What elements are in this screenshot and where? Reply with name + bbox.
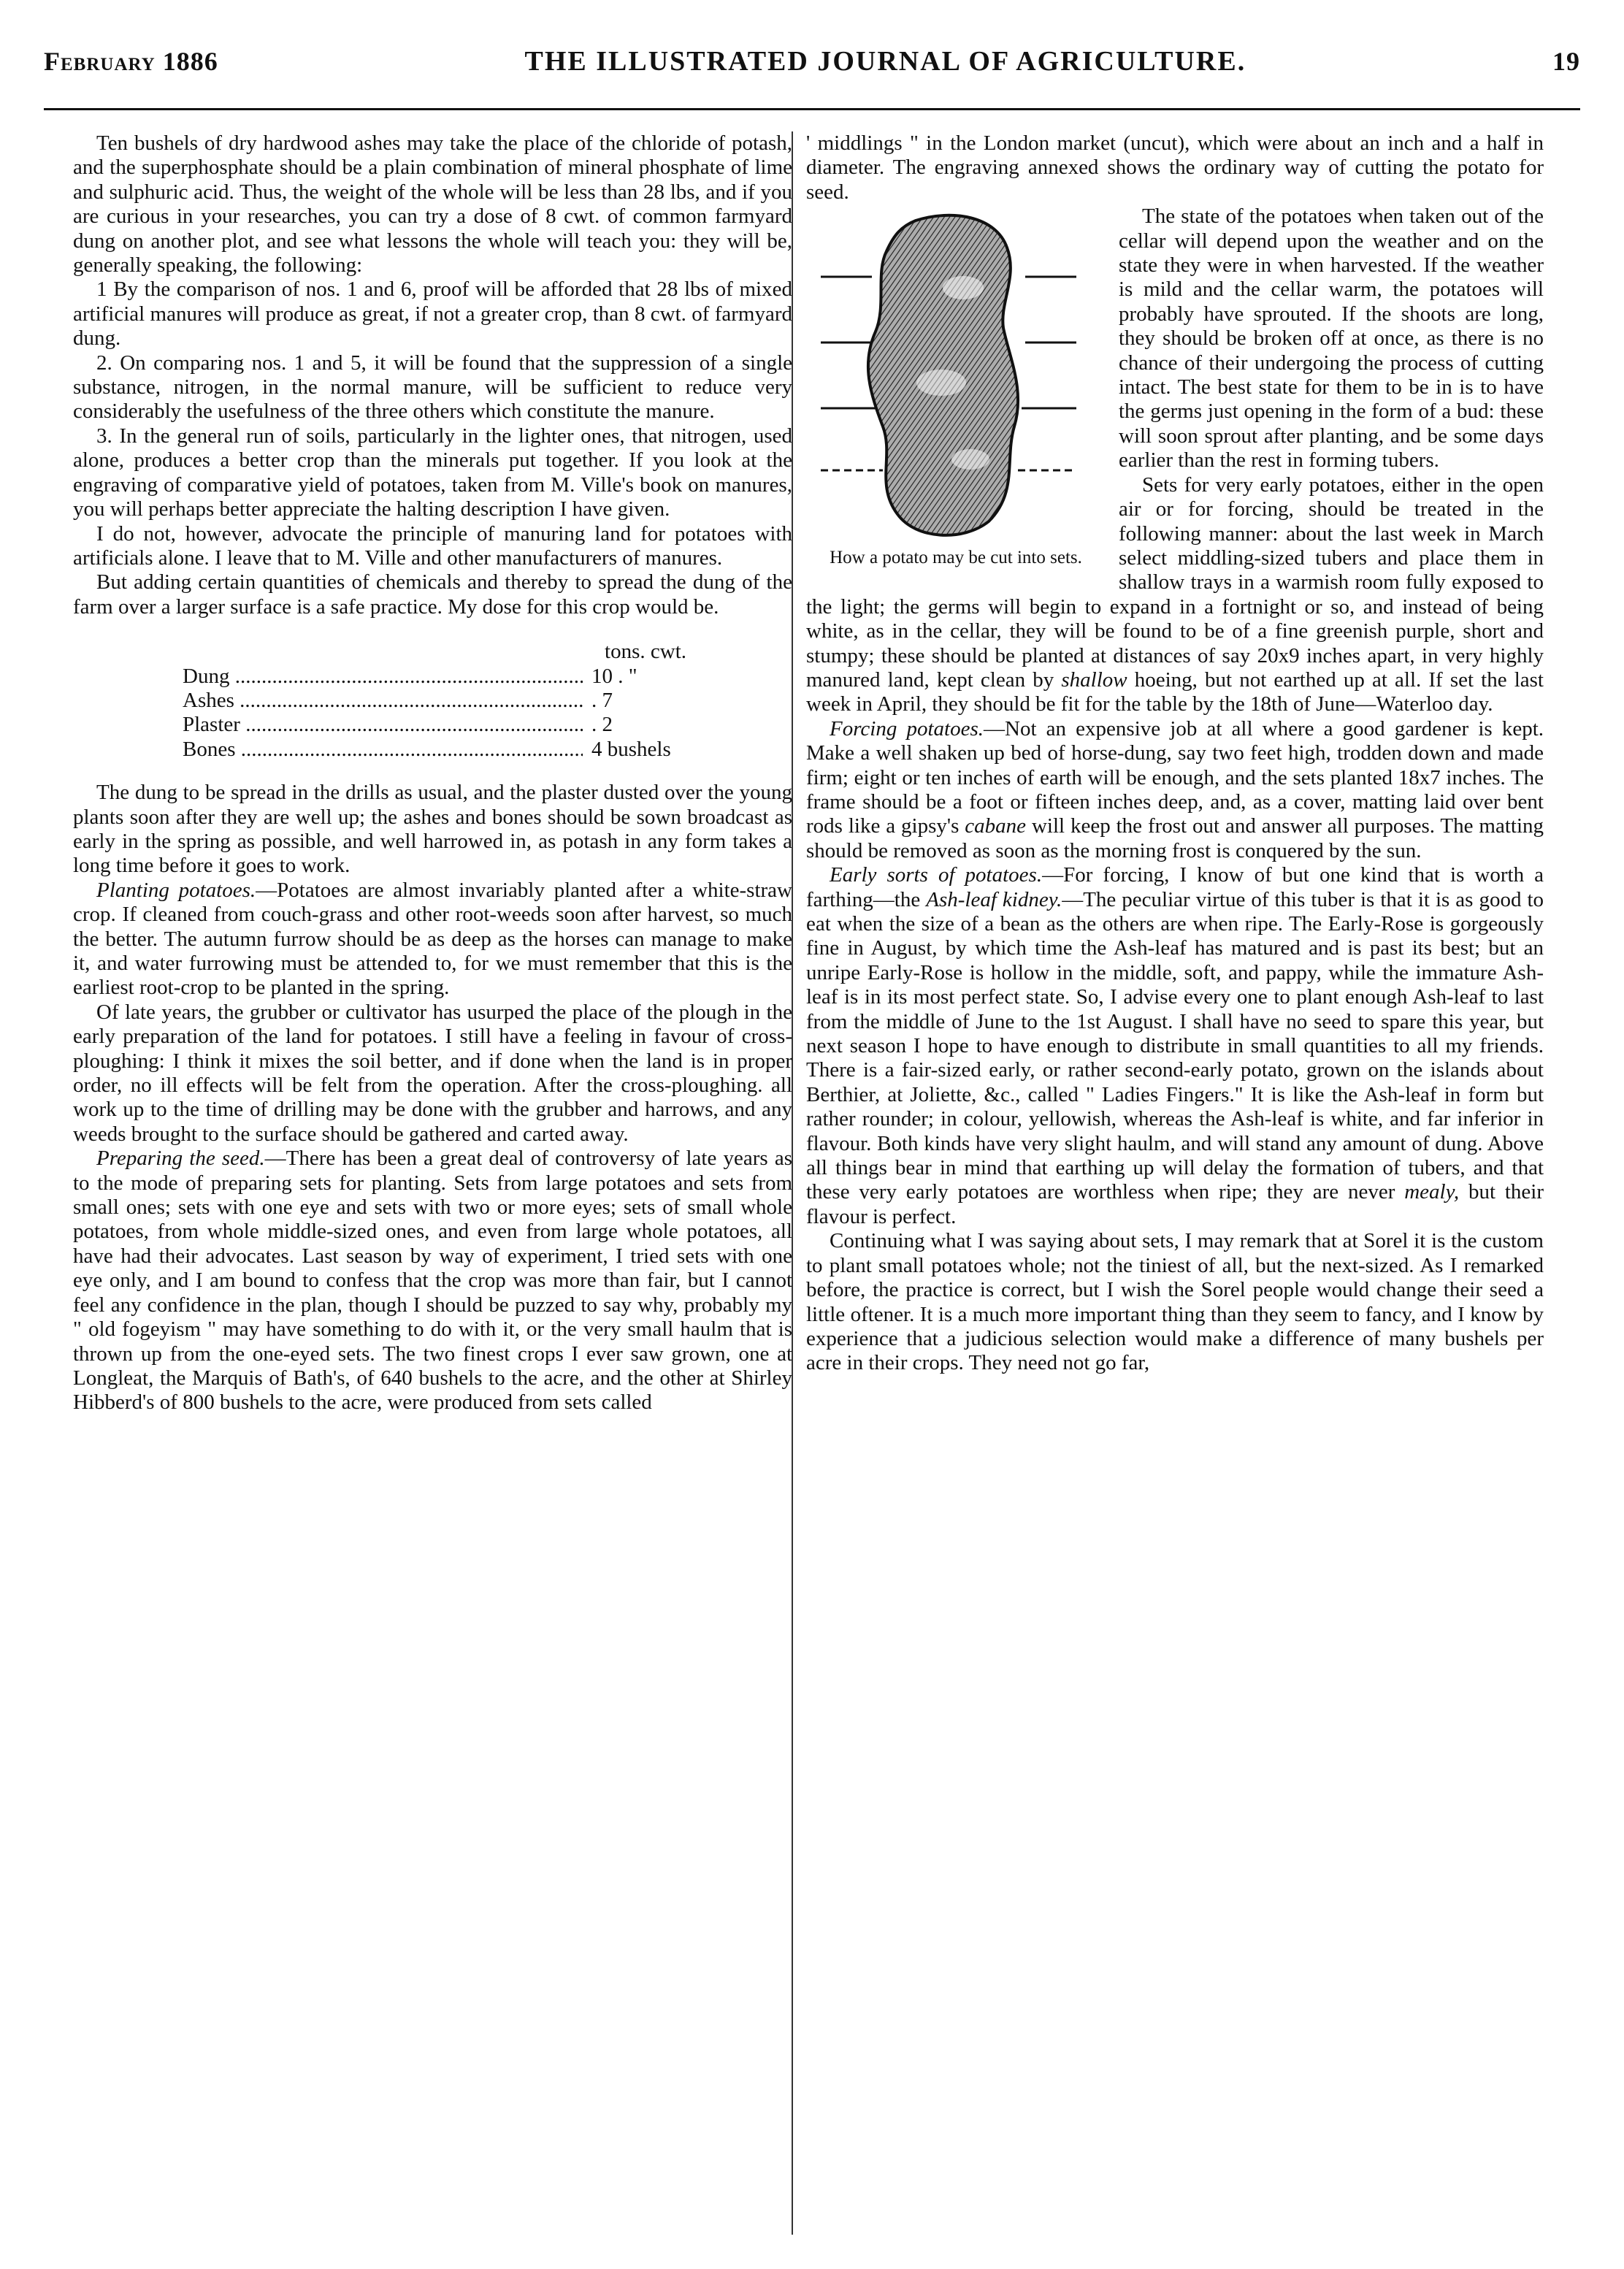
- page-number: 19: [1552, 47, 1580, 76]
- header-date: February 1886: [44, 47, 218, 76]
- dose-row: [183, 665, 708, 689]
- potato-engraving: [806, 207, 1106, 543]
- running-header: [44, 45, 1580, 89]
- paragraph: But adding certain quantities of chemicals and thereby to spread the dung of the farm over a larger surface is a safe practice. My dose for this crop would be.: [73, 570, 792, 619]
- paragraph: The dung to be spread in the drills as usual, and the plaster dusted over the young plants soon after they are well up; the ashes and bones should be sown broadcast as early in the spring as possible, and well harrowed in, as potash in any form takes a long time before it goes to work.: [73, 781, 792, 878]
- paragraph-text: Sets for very early potatoes, either in the open air or for forcing, should be treated in the following manner: about the last week in March select middling-sized tubers and place them in shallow trays in a warmish room fully exposed to the light; the germs will begin to expand in a fortnight or so, and instead of being white, as in the cellar, they will be found to be of a fine greenish purple, short and stumpy; these should be planted at distances of say 20x9 inches apart, in very highly manured land, kept clean by: [806, 472, 1544, 692]
- section-heading: Preparing the seed.: [96, 1147, 265, 1171]
- paragraph: [806, 717, 1544, 863]
- dose-row: [183, 738, 708, 762]
- dose-row: [183, 689, 708, 713]
- left-column: [73, 131, 792, 1415]
- paragraph: 2. On comparing nos. 1 and 5, it will be found that the suppression of a single substance, nitrogen, in the normal manure, will be sufficient to reduce very considerably the usefulness of the three others which constitute the manure.: [73, 351, 792, 424]
- figure-caption: How a potato may be cut into sets.: [830, 548, 1082, 568]
- paragraph-text: —There has been a great deal of controversy of late years as to the mode of preparing sets for planting. Sets from large potatoes and sets from small ones; sets with one eye and sets with two or more eyes; sets of small whole potatoes, from whole middle-sized ones, and even from large whole potatoes, all have had their advocates. Last season by way of experiment, I tried sets with one eye only, and I am bound to confess that the crop was more than fair, but I cannot feel any confidence in the plan, though I should be puzzed to say why, probably my " old fogeyism " may have something to do with it, or the very small haulm that is thrown up from the one-eyed sets. The two finest crops I ever saw grown, one at Longleat, the Marquis of Bath's, of 640 bushels to the acre, and the other at Shirley Hibberd's of 800 bushels to the acre, were produced from sets called: [73, 1147, 792, 1415]
- dose-table: [183, 640, 708, 762]
- paragraph-text: hoeing, but not earthed up at all. If set the last week in April, they should be fit for the table by the 18th of June—Waterloo day.: [806, 667, 1544, 716]
- section-heading: Planting potatoes.: [96, 878, 256, 902]
- paragraph: 3. In the general run of soils, particularly in the lighter ones, that nitrogen, used alone, produces a better crop than the minerals put together. If you look at the engraving of comparative yield of potatoes, taken from M. Ville's book on manures, you will perhaps better appreciate the halting description I have given.: [73, 424, 792, 521]
- potato-cutting-figure: [806, 207, 1106, 568]
- paragraph: [806, 863, 1544, 1229]
- paragraph: Continuing what I was saying about sets, I may remark that at Sorel it is the custom to plant small potatoes whole; not the tiniest of all, but the next-sized. As I remarked before, the practice is correct, but I wish the Sorel people would change their seed a little oftener. It is a much more important thing than they seem to fancy, and I know by experience that a judicious selection would make a difference of many bushels per acre in their crops. They need not go far,: [806, 1229, 1544, 1375]
- dose-qty: 4 bushels: [591, 737, 671, 761]
- paragraph-text: will keep the frost out and answer all purposes. The matting should be removed as soon as the morning frost is conquered by the sun.: [806, 814, 1544, 862]
- emphasis: mealy,: [1404, 1180, 1460, 1204]
- section-heading: Forcing potatoes.: [830, 716, 984, 741]
- paragraph-text: —Potatoes are almost invariably planted after a white-straw crop. If cleaned from couch-grass and other root-weeds soon after harvest, so much the better. The autumn furrow should be as deep as the horses can manage to make it, and water furrowing must be attended to, for we must remember that this is the earliest root-crop to be planted in the spring.: [73, 878, 792, 1000]
- right-column: [806, 131, 1544, 1376]
- paragraph: The state of the potatoes when taken out of the cellar will depend upon the weather and on the state they were in when harvested. If the weather is mild and the cellar warm, the potatoes will probably have sprouted. If the shoots are long, they should be broken off at once, as there is no chance of their undergoing the process of cutting intact. The best state for them to be in is to have the germs just opening in the form of a bud: these will soon sprout after planting, and be some days earlier than the rest in forming tubers.: [1119, 204, 1544, 472]
- dose-qty: . 7: [591, 688, 613, 712]
- dose-item: Ashes .....: [183, 689, 583, 713]
- paragraph: [73, 1147, 792, 1415]
- paragraph: Of late years, the grubber or cultivator has usurped the place of the plough in the early preparation of the land for potatoes. I still have a feeling in favour of cross-ploughing: I think it mixes the soil better, and if done when the land is in proper order, no ill effects will be felt from the operation. After the cross-ploughing. all work up to the time of drilling may be done with the grubber and harrows, and any weeds brought to the surface should be gathered and carted away.: [73, 1000, 792, 1146]
- paragraph: [73, 879, 792, 1000]
- header-rule: [44, 108, 1580, 110]
- section-heading: Early sorts of potatoes.: [830, 863, 1043, 887]
- paragraph-text: —For forcing, I know of but one kind that is worth a farthing—the: [806, 863, 1544, 911]
- dose-item: Bones .....: [183, 738, 583, 762]
- paragraph: Ten bushels of dry hardwood ashes may take the place of the chloride of potash, and the superphosphate should be a plain combination of mineral phosphate of lime and sulphuric acid. Thus, the weight of the whole will be less than 28 lbs, and if you are curious in your researches, you can try a dose of 8 cwt. of common farmyard dung on another plot, and see what lessons the whole will teach you: they will be, generally speaking, the following:: [73, 131, 792, 278]
- paragraph: I do not, however, advocate the principle of manuring land for potatoes with artificials alone. I leave that to M. Ville and other manufacturers of manures.: [73, 521, 792, 570]
- emphasis: cabane: [965, 814, 1027, 838]
- dose-qty: . 2: [591, 713, 613, 737]
- dose-item: Dung .....: [183, 665, 583, 689]
- emphasis: Ash-leaf kidney.: [926, 887, 1062, 911]
- dose-row: [183, 713, 708, 737]
- dose-table-header: tons. cwt.: [605, 640, 686, 664]
- paragraph-text: —The peculiar virtue of this tuber is that it is as good to eat when the size of a bean as the others are when ripe. The Early-Rose is gorgeously fine in August, by which time the Ash-leaf has matured and is past its best; but an unripe Early-Rose is hollow in the middle, soft, and pappy, while the immature Ash-leaf is in its most perfect state. So, I advise every one to plant enough Ash-leaf to last from the middle of June to the 1st August. I shall have no seed to spare this year, but next season I hope to have enough to distribute in small quantities to all my friends. There is a fair-sized early, or rather second-early potato, grown on the islands about Berthier, at Joliette, &c., called " Ladies Fingers." It is like the Ash-leaf in form but rather rounder; in colour, yellowish, whereas the Ash-leaf is white, and far inferior in flavour. Both kinds have very slight haulm, and will stand any amount of dung. Above all things bear in mind that earthing up will delay the formation of tubers, and that these very early potatoes are worthless when ripe; they are never: [806, 887, 1544, 1204]
- journal-title: THE ILLUSTRATED JOURNAL OF AGRICULTURE.: [524, 46, 1246, 77]
- paragraph: 1 By the comparison of nos. 1 and 6, proof will be afforded that 28 lbs of mixed artificial manures will produce as great, if not a greater crop, than 8 cwt. of farmyard dung.: [73, 278, 792, 351]
- dose-qty: 10 . ": [591, 664, 637, 688]
- emphasis: shallow: [1061, 667, 1127, 692]
- paragraph-text: but their flavour is perfect.: [806, 1180, 1544, 1228]
- paragraph-text: —Not an expensive job at all where a good gardener is kept. Make a well shaken up bed of horse-dung, say two feet high, trodden down and made firm; eight or ten inches of earth will be enough, and the sets planted 18x7 inches. The frame should be a foot or fifteen inches deep, and, as a cover, matting laid over bent rods like a gipsy's: [806, 716, 1544, 838]
- dose-item: Plaster .....: [183, 713, 583, 737]
- paragraph: ' middlings " in the London market (uncut), which were about an inch and a half in diameter. The engraving annexed shows the ordinary way of cutting the potato for seed.: [806, 131, 1544, 204]
